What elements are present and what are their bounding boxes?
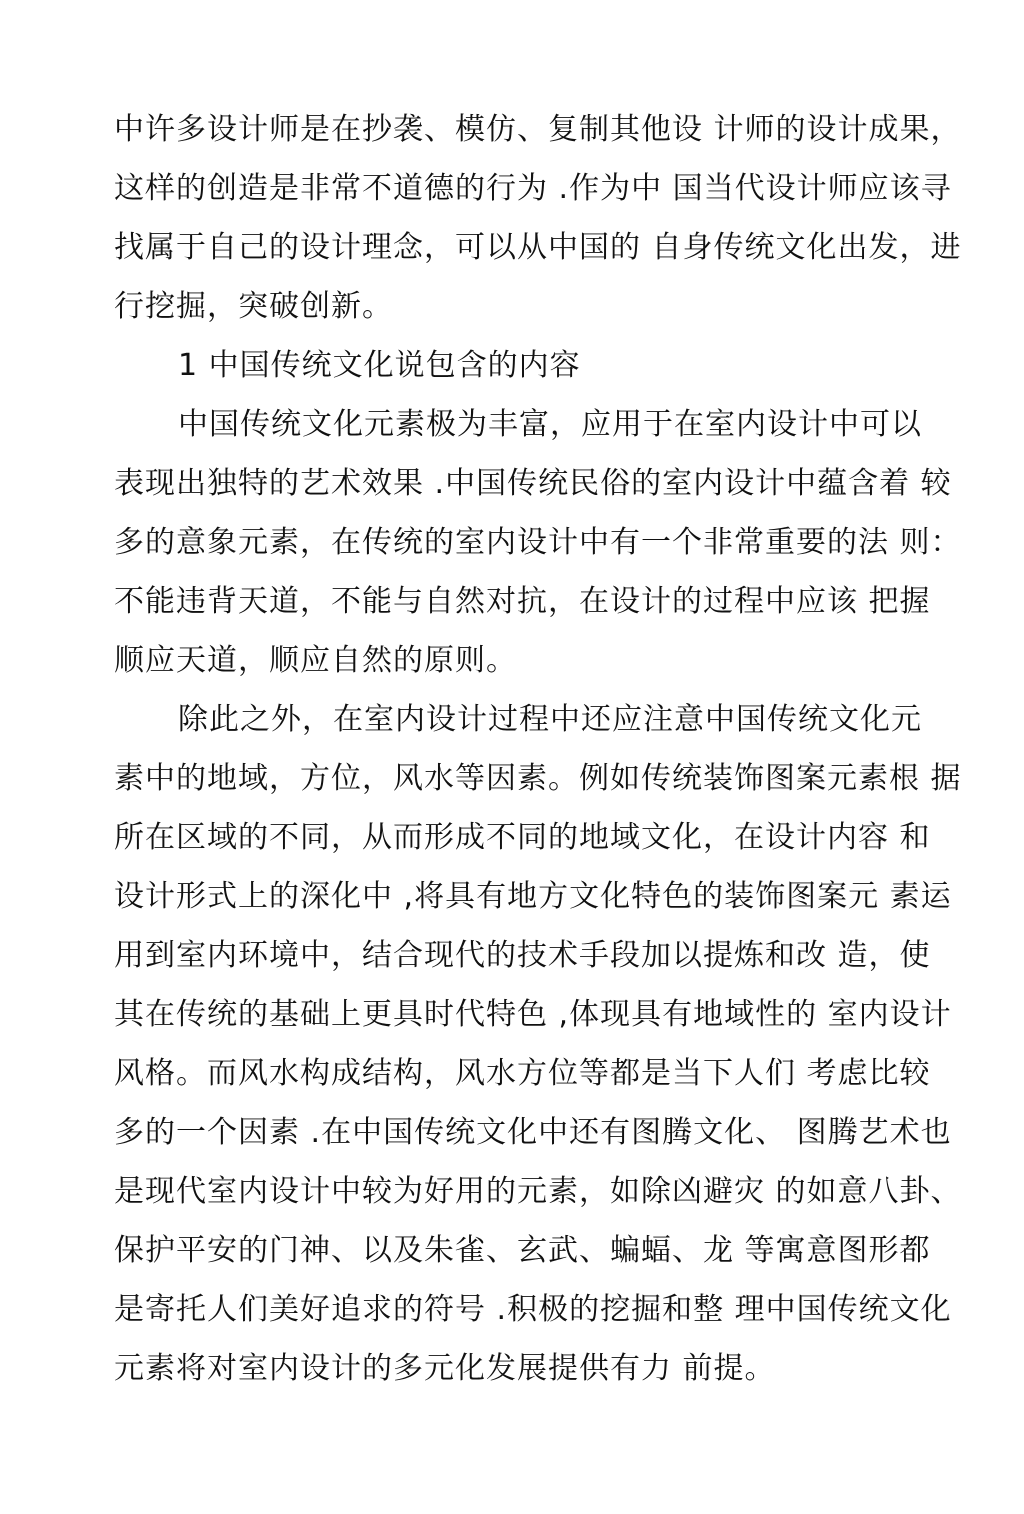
text-line: 不能违背天道，不能与自然对抗，在设计的过程中应该 把握 [114,584,931,619]
text-line: 多的一个因素 .在中国传统文化中还有图腾文化、 图腾艺术也 [114,1115,952,1150]
paragraph-first-line: 除此之外，在室内设计过程中还应注意中国传统文化元 [178,702,922,737]
body-text [114,100,962,1398]
text-line: 中许多设计师是在抄袭、模仿、复制其他设 计师的设计成果， [114,112,962,147]
text-line: 顺应天道，顺应自然的原则。 [114,643,517,678]
text-line: 设计形式上的深化中 ,将具有地方文化特色的装饰图案元 素运 [114,879,952,914]
text-line: 其在传统的基础上更具时代特色 ,体现具有地域性的 室内设计 [114,997,952,1032]
text-line: 多的意象元素，在传统的室内设计中有一个非常重要的法 则： [114,525,962,560]
text-line: 找属于自己的设计理念，可以从中国的 自身传统文化出发，进 [114,230,962,265]
text-line: 元素将对室内设计的多元化发展提供有力 前提。 [114,1351,776,1386]
text-line: 表现出独特的艺术效果 .中国传统民俗的室内设计中蕴含着 较 [114,466,952,501]
text-line: 行挖掘，突破创新。 [114,289,393,324]
section-heading: 1 中国传统文化说包含的内容 [178,348,581,383]
text-line: 用到室内环境中，结合现代的技术手段加以提炼和改 造，使 [114,938,931,973]
text-line: 素中的地域，方位，风水等因素。例如传统装饰图案元素根 据 [114,761,962,796]
text-line: 这样的创造是非常不道德的行为 .作为中 国当代设计师应该寻 [114,171,952,206]
text-line: 是现代室内设计中较为好用的元素，如除凶避灾 的如意八卦、 [114,1174,962,1209]
paragraph-first-line: 中国传统文化元素极为丰富，应用于在室内设计中可以 [178,407,922,442]
text-line: 保护平安的门神、以及朱雀、玄武、蝙蝠、龙 等寓意图形都 [114,1233,931,1268]
text-line: 风格。而风水构成结构，风水方位等都是当下人们 考虑比较 [114,1056,931,1091]
text-line: 所在区域的不同，从而形成不同的地域文化，在设计内容 和 [114,820,931,855]
text-line: 是寄托人们美好追求的符号 .积极的挖掘和整 理中国传统文化 [114,1292,952,1327]
